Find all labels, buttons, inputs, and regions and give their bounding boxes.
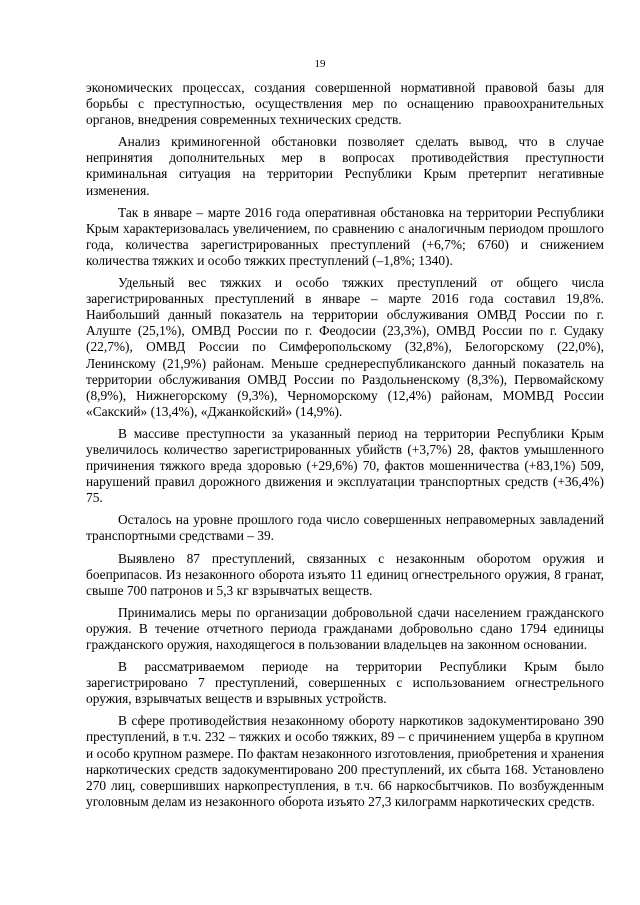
paragraph-3: Так в январе – марте 2016 года оперативная обстановка на территории Республики Крым характеризовалась увеличением, по сравнению с аналогичным периодом прошлого года, количества зарегистрированных преступлений (+6,7%; 6760) и снижением количества тяжких и особо тяжких преступлений (–1,8%; 1340). xyxy=(86,204,604,268)
page-number: 19 xyxy=(314,58,326,70)
paragraph-10: В сфере противодействия незаконному обороту наркотиков задокументировано 390 преступлений, в т.ч. 232 – тяжких и особо тяжких, 89 – с причинением ущерба в крупном и особо крупном размере. По фактам незаконного изготовления, приобретения и хранения наркотических средств задокументировано 200 преступлений, их сбыта 168. Установлено 270 лиц, совершивших наркопреступления, в т.ч. 66 наркосбытчиков. По возбужденным уголовным делам из незаконного оборота изъято 27,3 килограмм наркотических средств. xyxy=(86,713,604,809)
paragraph-6: Осталось на уровне прошлого года число совершенных неправомерных завладений транспортными средствами – 39. xyxy=(86,512,604,544)
paragraph-4: Удельный вес тяжких и особо тяжких преступлений от общего числа зарегистрированных преступлений в январе – марте 2016 года составил 19,8%. Наибольший данный показатель на территории обслуживания ОМВД России по г. Алуште (25,1%), ОМВД России по г. Феодосии (23,3%), ОМВД России по г. Судаку (22,7%), ОМВД России по Симферопольскому (32,8%), Белогорскому (22,0%), Ленинскому (21,9%) районам. Меньше среднереспубликанского данный показатель на территории обслуживания ОМВД России по Раздольненскому (8,3%), Первомайскому (8,9%), Нижнегорскому (9,3%), Черноморскому (12,4%) районам, МОМВД России «Сакский» (13,4%), «Джанкойский» (14,9%). xyxy=(86,275,604,419)
paragraph-2: Анализ криминогенной обстановки позволяет сделать вывод, что в случае непринятия дополнительных мер в вопросах противодействия преступности криминальная ситуация на территории Республики Крым претерпит негативные изменения. xyxy=(86,134,604,198)
paragraph-9: В рассматриваемом периоде на территории Республики Крым было зарегистрировано 7 преступлений, совершенных с использованием огнестрельного оружия, взрывчатых веществ и взрывных устройств. xyxy=(86,659,604,707)
paragraph-7: Выявлено 87 преступлений, связанных с незаконным оборотом оружия и боеприпасов. Из незаконного оборота изъято 11 единиц огнестрельного оружия, 8 гранат, свыше 700 патронов и 5,3 кг взрывчатых веществ. xyxy=(86,550,604,598)
paragraph-8: Принимались меры по организации добровольной сдачи населением гражданского оружия. В течение отчетного периода гражданами добровольно сдано 1794 единицы гражданского оружия, находящегося в пользовании владельцев на законном основании. xyxy=(86,604,604,652)
paragraph-1: экономических процессах, создания совершенной нормативной правовой базы для борьбы с преступностью, осуществления мер по оснащению правоохранительных органов, внедрения современных технических средств. xyxy=(86,80,604,128)
body-text xyxy=(86,80,604,810)
paragraph-5: В массиве преступности за указанный период на территории Республики Крым увеличилось количество зарегистрированных убийств (+3,7%) 28, фактов умышленного причинения тяжкого вреда здоровью (+29,6%) 70, фактов мошенничества (+83,1%) 509, нарушений правил дорожного движения и эксплуатации транспортных средств (+36,4%) 75. xyxy=(86,425,604,506)
